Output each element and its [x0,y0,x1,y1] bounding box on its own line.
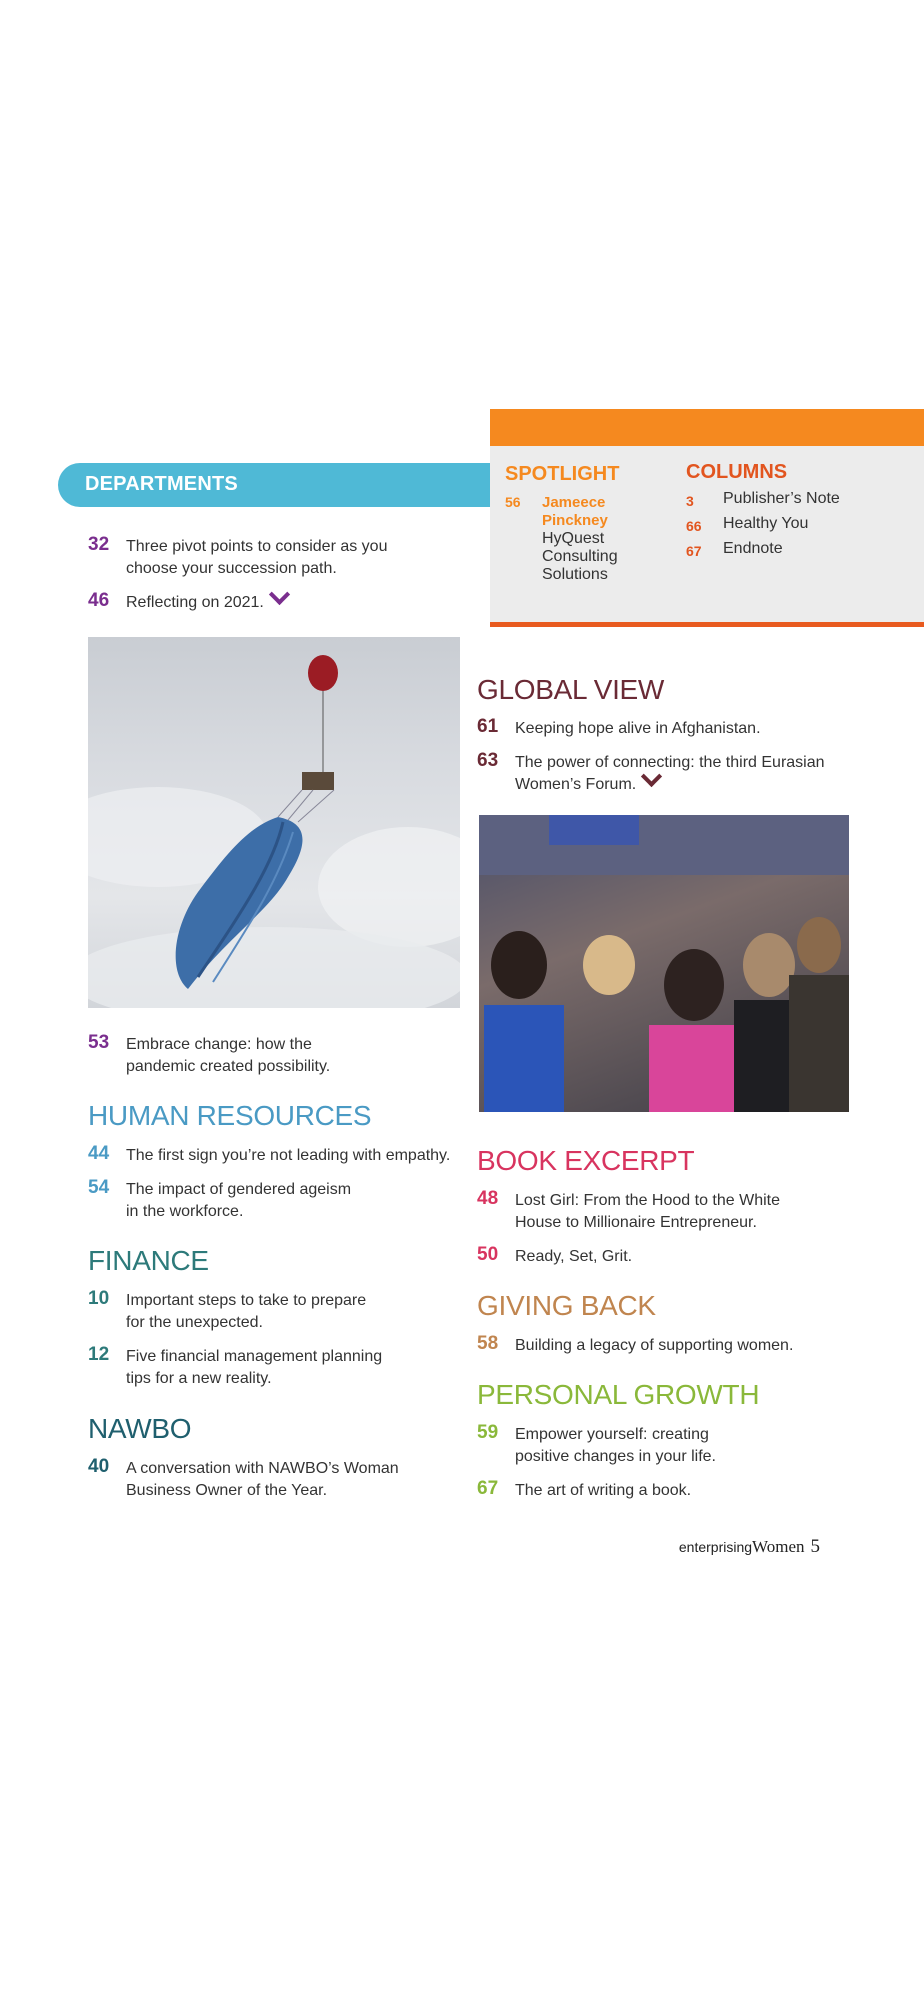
entry-page-number: 67 [477,1478,499,1499]
entry-text: The first sign you’re not leading with empathy. [126,1147,451,1164]
entry-text: Empower yourself: creating positive changes in your life. [515,1426,716,1465]
entry-text: Building a legacy of supporting women. [515,1337,794,1354]
section-title-human-resources: HUMAN RESOURCES [88,1100,372,1131]
footer-brand-main: Women [752,1537,805,1556]
entry-page-number: 58 [477,1333,499,1354]
entry-text: Three pivot points to consider as you choose your succession path. [126,538,388,577]
entry-text: Embrace change: how the pandemic created possibility. [126,1036,331,1075]
section-title-personal-growth: PERSONAL GROWTH [477,1379,760,1410]
spotlight-heading: SPOTLIGHT [505,463,620,485]
column-item[interactable] [686,540,916,564]
column-label: Healthy You [723,515,809,532]
box-bottom-rule [490,622,924,627]
entry-text: Important steps to take to prepare for the unexpected. [126,1292,367,1331]
toc-entry[interactable] [477,1244,857,1270]
section-title-nawbo: NAWBO [88,1413,192,1444]
spotlight-page-number[interactable]: 56 [505,494,521,510]
toc-entry[interactable] [88,1344,428,1392]
toc-entry[interactable] [88,534,428,582]
entry-page-number: 10 [88,1288,110,1309]
entry-page-number: 50 [477,1244,499,1265]
entry-page-number: 40 [88,1456,110,1477]
spotlight-company: HyQuest Consulting Solutions [542,530,618,583]
entry-page-number: 63 [477,750,499,771]
section-title-finance: FINANCE [88,1245,209,1276]
entry-page-number: 59 [477,1422,499,1443]
header-orange-bar [490,409,924,446]
page-footer [679,1536,820,1558]
toc-entry[interactable] [88,1177,428,1225]
footer-brand-prefix: enterprising [678,1539,753,1555]
column-item[interactable] [686,490,916,514]
entry-page-number: 44 [88,1143,110,1164]
toc-entry[interactable] [477,1333,857,1359]
spotlight-name[interactable]: Jameece Pinckney [542,494,608,529]
toc-entry[interactable] [477,750,857,798]
entry-text: Ready, Set, Grit. [515,1248,633,1265]
section-title-global-view: GLOBAL VIEW [477,674,665,705]
chevron-down-icon [269,584,290,605]
toc-entry[interactable] [477,1478,857,1504]
entry-text: A conversation with NAWBO’s Woman Business Owner of the Year. [126,1460,399,1499]
toc-entry[interactable] [88,590,428,616]
entry-page-number: 46 [88,590,110,611]
entry-page-number: 48 [477,1188,499,1209]
section-title-book-excerpt: BOOK EXCERPT [477,1145,695,1176]
entry-page-number: 53 [88,1032,110,1053]
departments-banner [58,463,490,507]
page-number: 5 [810,1536,820,1557]
toc-entry[interactable] [88,1456,428,1504]
toc-entry[interactable] [477,1422,857,1470]
columns-heading: COLUMNS [686,461,788,483]
column-label: Endnote [723,540,783,557]
entry-text: The power of connecting: the third Eurasian Women’s Forum. [515,754,825,793]
column-label: Publisher’s Note [723,490,840,507]
entry-text: Keeping hope alive in Afghanistan. [515,720,761,737]
entry-page-number: 32 [88,534,110,555]
entry-page-number: 61 [477,716,499,737]
entry-page-number: 54 [88,1177,110,1198]
column-page-number: 67 [686,543,702,559]
toc-entry[interactable] [88,1288,428,1336]
entry-text: The art of writing a book. [515,1482,692,1499]
toc-entry[interactable] [477,716,857,742]
column-page-number: 3 [686,493,694,509]
entry-text: Five financial management planning tips for a new reality. [126,1348,383,1387]
section-title-giving-back: GIVING BACK [477,1290,656,1321]
entry-text: The impact of gendered ageism in the workforce. [126,1181,352,1220]
balloon-photo [88,637,460,1008]
entry-text: Reflecting on 2021. [126,594,264,611]
entry-text: Lost Girl: From the Hood to the White House to Millionaire Entrepreneur. [515,1192,780,1231]
toc-entry[interactable] [88,1143,458,1169]
toc-entry[interactable] [477,1188,857,1236]
womens-forum-photo [479,815,849,1112]
column-item[interactable] [686,515,916,539]
column-page-number: 66 [686,518,702,534]
toc-entry[interactable] [88,1032,428,1080]
entry-page-number: 12 [88,1344,110,1365]
departments-heading: DEPARTMENTS [85,473,238,495]
